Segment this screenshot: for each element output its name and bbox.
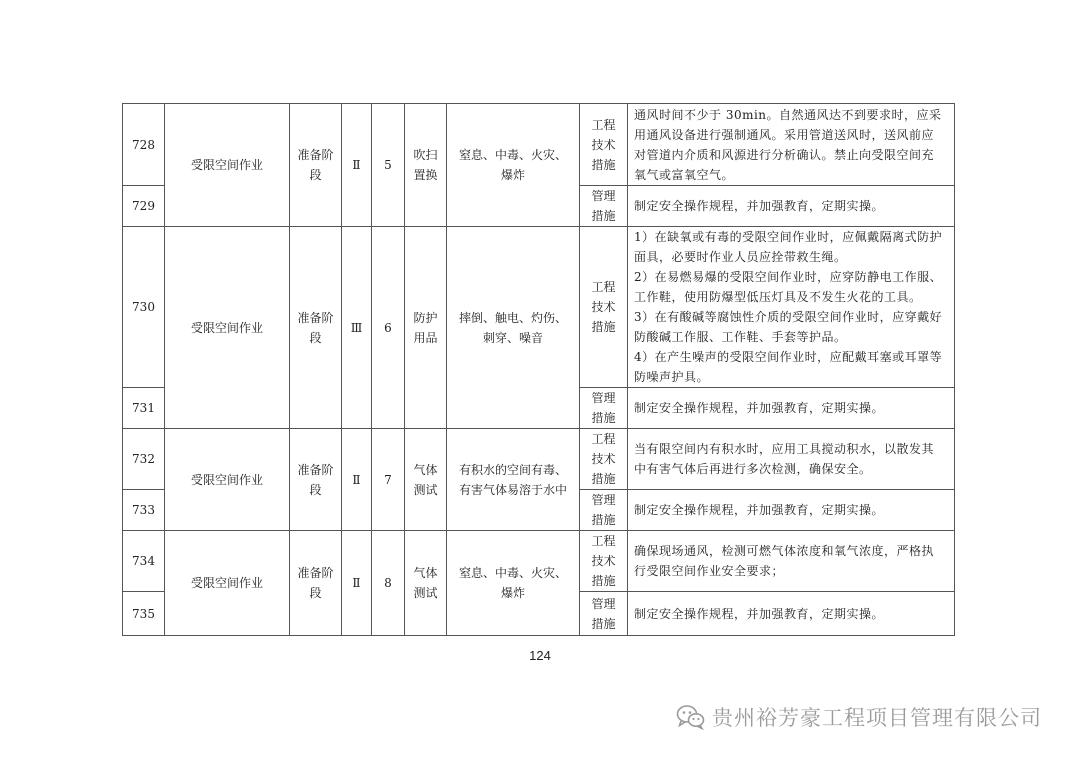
activity-cell-line: 置换 [413, 168, 438, 182]
activity-cell [405, 104, 447, 227]
level-cell-line: Ⅲ [350, 320, 363, 335]
level-cell-line: Ⅱ [352, 158, 361, 172]
hazard-cell [447, 531, 580, 636]
engineering-label-cell-line: 技术 [591, 300, 616, 314]
row-id [123, 388, 165, 429]
number-cell [372, 531, 405, 636]
engineering-text-cell [628, 531, 955, 592]
management-label-cell [580, 388, 628, 429]
hazard-cell-line: 窒息、中毒、火灾、 [458, 566, 567, 580]
level-cell-line: Ⅱ [352, 472, 361, 487]
engineering-text-cell [628, 429, 955, 490]
activity-cell [405, 429, 447, 531]
activity-cell-line: 气体 [413, 566, 438, 580]
activity-cell-line: 吹扫 [413, 148, 438, 162]
hazard-cell-line: 刺穿、噪音 [482, 330, 543, 345]
hazard-cell-line: 爆炸 [500, 168, 525, 182]
management-label-cell-line: 管理 [591, 596, 616, 611]
row-id [123, 104, 165, 186]
activity-cell-line: 防护 [413, 310, 438, 325]
row-id [123, 490, 165, 531]
stage-cell-line: 段 [309, 482, 322, 497]
management-text-cell [628, 388, 955, 429]
engineering-label-cell-line: 工程 [591, 534, 616, 548]
engineering-label-cell-line: 工程 [591, 280, 616, 294]
engineering-label-cell [580, 429, 628, 490]
activity-cell-line: 气体 [413, 462, 438, 477]
engineering-text-cell-line: 当有限空间内有积水时，应用工具搅动积水，以散发其 [634, 442, 935, 456]
row-id-line: 733 [132, 503, 155, 517]
engineering-text-cell-line: 工作鞋，使用防爆型低压灯具及不发生火花的工具。 [634, 290, 922, 304]
engineering-label-cell-line: 技术 [591, 137, 616, 152]
management-label-cell [580, 490, 628, 531]
row-id-line: 731 [132, 401, 155, 415]
table-row [123, 227, 955, 388]
management-label-cell [580, 186, 628, 227]
row-id-line: 730 [132, 300, 155, 314]
activity-cell-line: 用品 [413, 330, 438, 345]
work-type-cell [165, 429, 290, 531]
number-cell-line: 6 [384, 320, 392, 335]
engineering-label-cell-line: 工程 [591, 117, 616, 132]
stage-cell [290, 531, 342, 636]
hazard-cell-line: 爆炸 [500, 586, 525, 600]
engineering-text-cell-line: 4）在产生噪声的受限空间作业时，应配戴耳塞或耳罩等 [634, 350, 943, 364]
stage-cell-line: 准备阶 [297, 310, 334, 325]
engineering-text-cell-line: 中有害气体后再进行多次检测，确保安全。 [634, 462, 872, 476]
level-cell [342, 104, 372, 227]
activity-cell-line: 测试 [413, 482, 438, 497]
engineering-label-cell [580, 531, 628, 592]
level-cell [342, 429, 372, 531]
management-text-cell [628, 186, 955, 227]
work-type-cell-line: 受限空间作业 [190, 158, 263, 172]
management-label-cell-line: 管理 [591, 391, 616, 405]
stage-cell [290, 429, 342, 531]
page-number: 124 [529, 648, 551, 663]
engineering-label-cell-line: 措施 [591, 574, 616, 588]
stage-cell-line: 准备阶 [297, 566, 334, 580]
activity-cell [405, 531, 447, 636]
watermark-text: 贵州裕芳豪工程项目管理有限公司 [712, 706, 1042, 730]
management-label-cell-line: 措施 [591, 411, 616, 425]
row-id-line: 735 [132, 606, 155, 621]
stage-cell-line: 准备阶 [297, 462, 334, 477]
work-type-cell [165, 531, 290, 636]
level-cell [342, 227, 372, 429]
wechat-icon [676, 704, 706, 730]
number-cell [372, 429, 405, 531]
engineering-text-cell-line: 3）在有酸碱等腐蚀性介质的受限空间作业时，应穿戴好 [634, 310, 943, 324]
row-id-line: 732 [132, 452, 155, 466]
stage-cell-line: 段 [309, 168, 322, 182]
engineering-text-cell-line: 对管道内介质和风源进行分析确认。禁止向受限空间充 [634, 147, 935, 162]
hazard-cell [447, 429, 580, 531]
level-cell-line: Ⅱ [352, 576, 361, 590]
hazard-cell-line: 窒息、中毒、火灾、 [458, 148, 567, 162]
management-label-cell-line: 措施 [591, 616, 616, 631]
hazard-cell-line: 有积水的空间有毒、 [458, 462, 567, 477]
hazard-cell [447, 227, 580, 429]
work-type-cell-line: 受限空间作业 [190, 472, 263, 487]
hazard-cell [447, 104, 580, 227]
management-text-cell-line: 制定安全操作规程，并加强教育，定期实操。 [634, 503, 885, 517]
engineering-text-cell-line: 防酸碱工作服、工作鞋、手套等护品。 [634, 330, 847, 344]
level-cell [342, 531, 372, 636]
row-id [123, 429, 165, 490]
row-id [123, 592, 165, 636]
management-label-cell-line: 管理 [591, 189, 616, 203]
number-cell-line: 5 [384, 158, 392, 172]
management-text-cell-line: 制定安全操作规程，并加强教育，定期实操。 [634, 606, 885, 621]
number-cell [372, 104, 405, 227]
work-type-cell [165, 227, 290, 429]
hazard-cell-line: 有害气体易溶于水中 [458, 482, 567, 497]
engineering-label-cell-line: 措施 [591, 320, 616, 334]
engineering-text-cell-line: 确保现场通风，检测可燃气体浓度和氧气浓度，严格执 [634, 544, 935, 558]
engineering-label-cell-line: 工程 [591, 432, 616, 446]
management-label-cell-line: 措施 [591, 209, 616, 223]
engineering-text-cell-line: 2）在易燃易爆的受限空间作业时，应穿防静电工作服、 [634, 270, 943, 284]
table-row [123, 531, 955, 592]
stage-cell [290, 104, 342, 227]
number-cell-line: 8 [384, 576, 392, 590]
row-id-line: 728 [132, 137, 155, 152]
activity-cell-line: 测试 [413, 586, 438, 600]
management-label-cell-line: 措施 [591, 513, 616, 527]
engineering-text-cell-line: 防噪声护具。 [634, 370, 710, 384]
work-type-cell-line: 受限空间作业 [190, 320, 263, 335]
hazard-cell-line: 摔倒、触电、灼伤、 [458, 310, 567, 325]
row-id-line: 734 [132, 554, 155, 568]
engineering-label-cell [580, 104, 628, 186]
stage-cell-line: 段 [309, 330, 322, 345]
management-text-cell-line: 制定安全操作规程，并加强教育，定期实操。 [634, 401, 885, 415]
table-row [123, 429, 955, 490]
work-type-cell-line: 受限空间作业 [190, 576, 263, 590]
engineering-label-cell-line: 措施 [591, 157, 616, 172]
engineering-text-cell-line: 用通风设备进行强制通风。采用管道送风时，送风前应 [634, 127, 935, 142]
engineering-label-cell-line: 技术 [591, 554, 616, 568]
engineering-text-cell [628, 227, 955, 388]
activity-cell [405, 227, 447, 429]
management-text-cell [628, 490, 955, 531]
management-label-cell-line: 管理 [591, 493, 616, 507]
stage-cell-line: 段 [309, 586, 322, 600]
work-type-cell [165, 104, 290, 227]
engineering-text-cell [628, 104, 955, 186]
table-body [123, 104, 955, 636]
engineering-text-cell-line: 面具，必要时作业人员应拴带救生绳。 [634, 250, 847, 264]
engineering-label-cell-line: 技术 [591, 452, 616, 466]
engineering-text-cell-line: 行受限空间作业安全要求； [634, 564, 785, 578]
row-id-line: 729 [132, 199, 155, 213]
row-id [123, 227, 165, 388]
stage-cell [290, 227, 342, 429]
management-label-cell [580, 592, 628, 636]
engineering-text-cell-line: 氧气或富氧空气。 [634, 167, 735, 182]
number-cell [372, 227, 405, 429]
table-row [123, 104, 955, 186]
stage-cell-line: 准备阶 [297, 148, 334, 162]
engineering-text-cell-line: 1）在缺氧或有毒的受限空间作业时，应佩戴隔离式防护 [634, 230, 943, 244]
engineering-label-cell-line: 措施 [591, 472, 616, 486]
engineering-label-cell [580, 227, 628, 388]
row-id [123, 186, 165, 227]
number-cell-line: 7 [384, 472, 392, 487]
engineering-text-cell-line: 通风时间不少于 30min。自然通风达不到要求时，应采 [634, 107, 942, 122]
watermark [676, 703, 1042, 731]
management-text-cell-line: 制定安全操作规程，并加强教育，定期实操。 [634, 199, 885, 213]
safety-measures-table [122, 103, 955, 636]
management-text-cell [628, 592, 955, 636]
row-id [123, 531, 165, 592]
